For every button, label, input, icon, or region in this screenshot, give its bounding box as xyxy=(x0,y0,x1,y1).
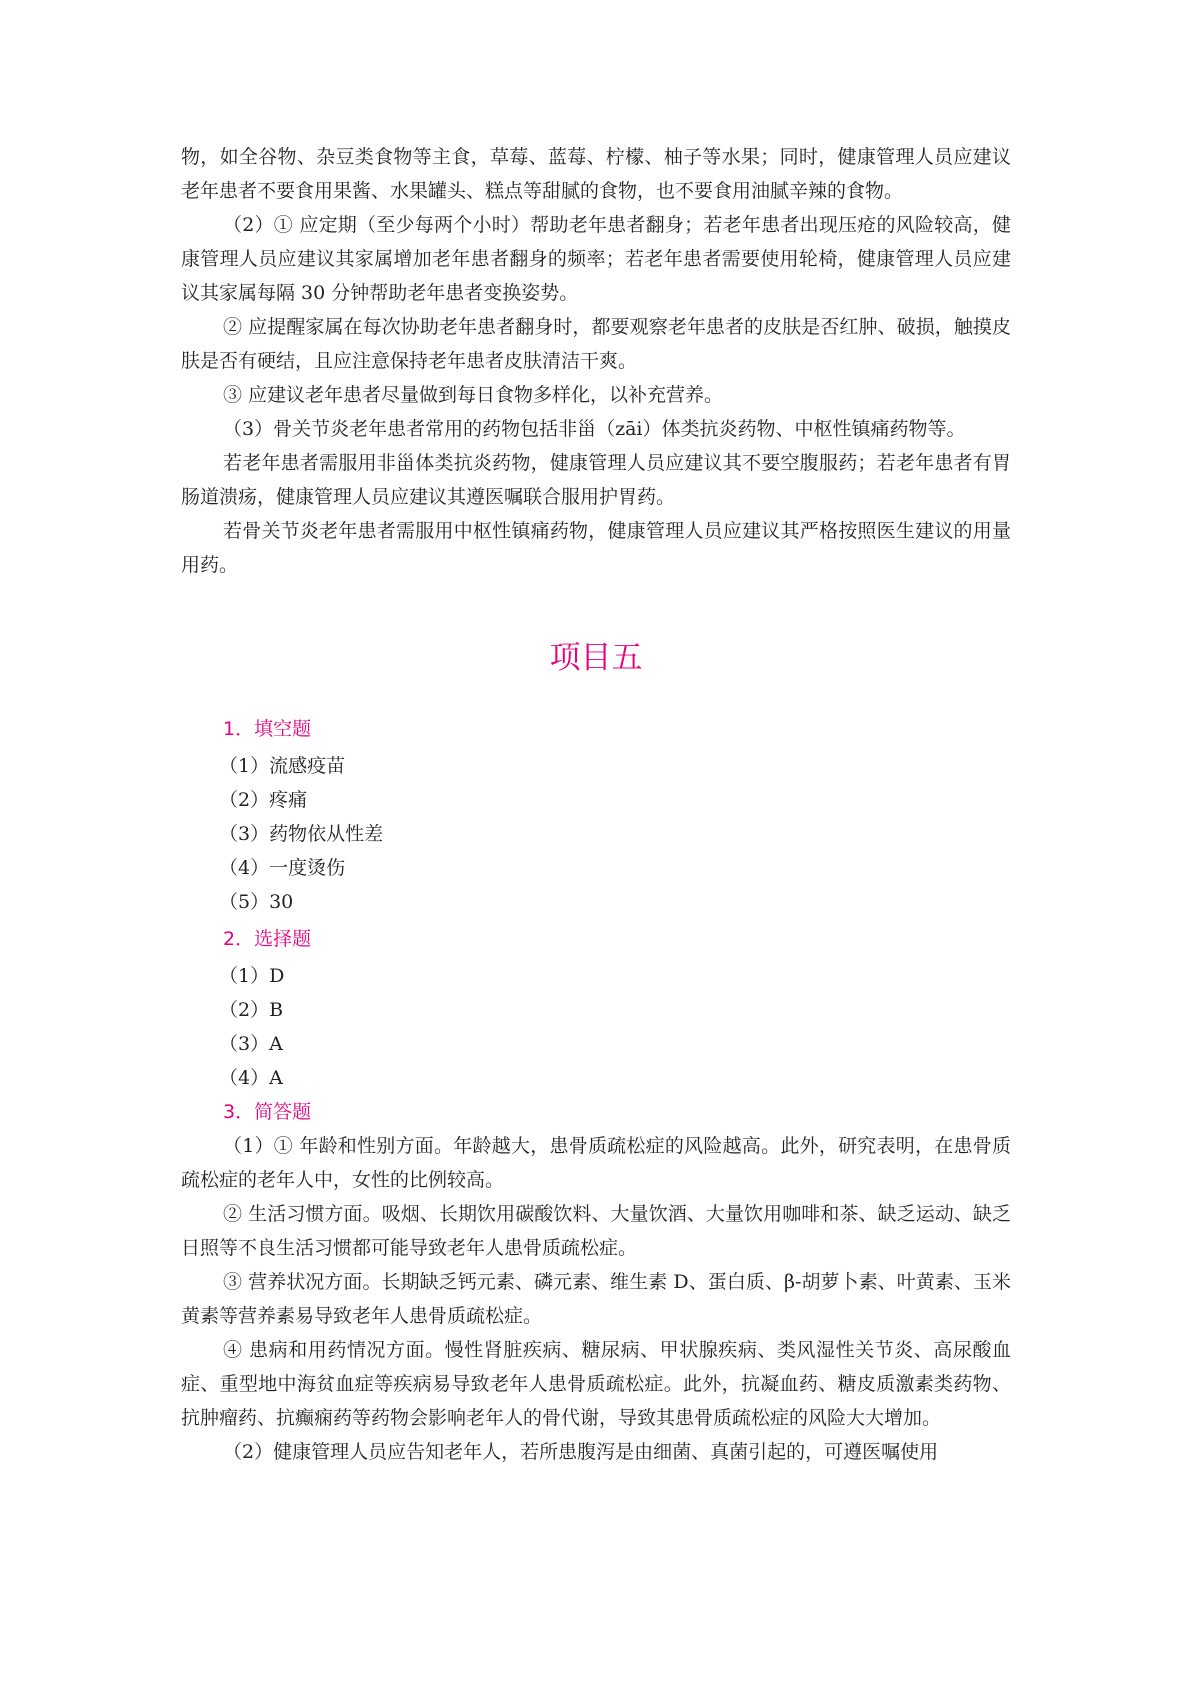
paragraph-nutrition: ③ 营养状况方面。长期缺乏钙元素、磷元素、维生素 D、蛋白质、β-胡萝卜素、叶黄素、玉米黄素等营养素易导致老年人患骨质疏松症。 xyxy=(181,1271,1011,1327)
paragraph-osteoarthritis-drugs: （3）骨关节炎老年患者常用的药物包括非甾（zāi）体类抗炎药物、中枢性镇痛药物等。 xyxy=(223,418,966,440)
paragraph-lifestyle: ② 生活习惯方面。吸烟、长期饮用碳酸饮料、大量饮酒、大量饮用咖啡和茶、缺乏运动、缺乏日照等不良生活习惯都可能导致老年人患骨质疏松症。 xyxy=(181,1203,1011,1259)
paragraph-skin-check: ② 应提醒家属在每次协助老年患者翻身时，都要观察老年患者的皮肤是否红肿、破损，触摸皮肤是否有硬结，且应注意保持老年患者皮肤清洁干爽。 xyxy=(181,316,1011,372)
fill-blank-answer-list xyxy=(181,749,1011,919)
paragraph-age-gender: （1）① 年龄和性别方面。年龄越大，患骨质疏松症的风险越高。此外，研究表明，在患骨质疏松症的老年人中，女性的比例较高。 xyxy=(181,1135,1011,1191)
paragraph-nsaid-advice: 若老年患者需服用非甾体类抗炎药物，健康管理人员应建议其不要空腹服药；若老年患者有胃肠道溃疡，健康管理人员应建议其遵医嘱联合服用护胃药。 xyxy=(181,452,1011,508)
section-heading-short-answer: 3．简答题 xyxy=(223,1101,312,1123)
list-item: （2）疼痛 xyxy=(219,789,308,811)
section-heading-choice: 2．选择题 xyxy=(223,928,312,950)
paragraph-diarrhea-advice: （2）健康管理人员应告知老年人，若所患腹泻是由细菌、真菌引起的，可遵医嘱使用 xyxy=(223,1441,939,1463)
list-item: （5）30 xyxy=(219,891,294,913)
spacer xyxy=(181,582,1011,638)
list-item: （1）流感疫苗 xyxy=(219,755,346,777)
document-page xyxy=(181,140,1011,1469)
list-item: （3）A xyxy=(219,1033,283,1055)
spacer xyxy=(181,678,1011,712)
paragraph-analgesic-advice: 若骨关节炎老年患者需服用中枢性镇痛药物，健康管理人员应建议其严格按照医生建议的用量用药。 xyxy=(181,520,1011,576)
paragraph-turning-patients: （2）① 应定期（至少每两个小时）帮助老年患者翻身；若老年患者出现压疮的风险较高，健康管理人员应建议其家属增加老年患者翻身的频率；若老年患者需要使用轮椅，健康管理人员应建议其家属每隔 30 分钟帮助老年患者变换姿势。 xyxy=(181,214,1011,304)
section-heading-fill-blank: 1．填空题 xyxy=(223,718,312,740)
list-item: （3）药物依从性差 xyxy=(219,823,384,845)
list-item: （1）D xyxy=(219,965,285,987)
paragraph-diet-variety: ③ 应建议老年患者尽量做到每日食物多样化，以补充营养。 xyxy=(223,384,724,406)
list-item: （4）一度烫伤 xyxy=(219,857,346,879)
choice-answer-list xyxy=(181,959,1011,1095)
list-item: （2）B xyxy=(219,999,284,1021)
list-item: （4）A xyxy=(219,1067,283,1089)
paragraph-diet-continuation: 物，如全谷物、杂豆类食物等主食，草莓、蓝莓、柠檬、柚子等水果；同时，健康管理人员应建议老年患者不要食用果酱、水果罐头、糕点等甜腻的食物，也不要食用油腻辛辣的食物。 xyxy=(181,146,1011,202)
project-title: 项目五 xyxy=(549,640,643,676)
paragraph-disease-medication: ④ 患病和用药情况方面。慢性肾脏疾病、糖尿病、甲状腺疾病、类风湿性关节炎、高尿酸血症、重型地中海贫血症等疾病易导致老年人患骨质疏松症。此外，抗凝血药、糖皮质激素类药物、抗肿瘤药、抗癫痫药等药物会影响老年人的骨代谢，导致其患骨质疏松症的风险大大增加。 xyxy=(181,1339,1011,1429)
